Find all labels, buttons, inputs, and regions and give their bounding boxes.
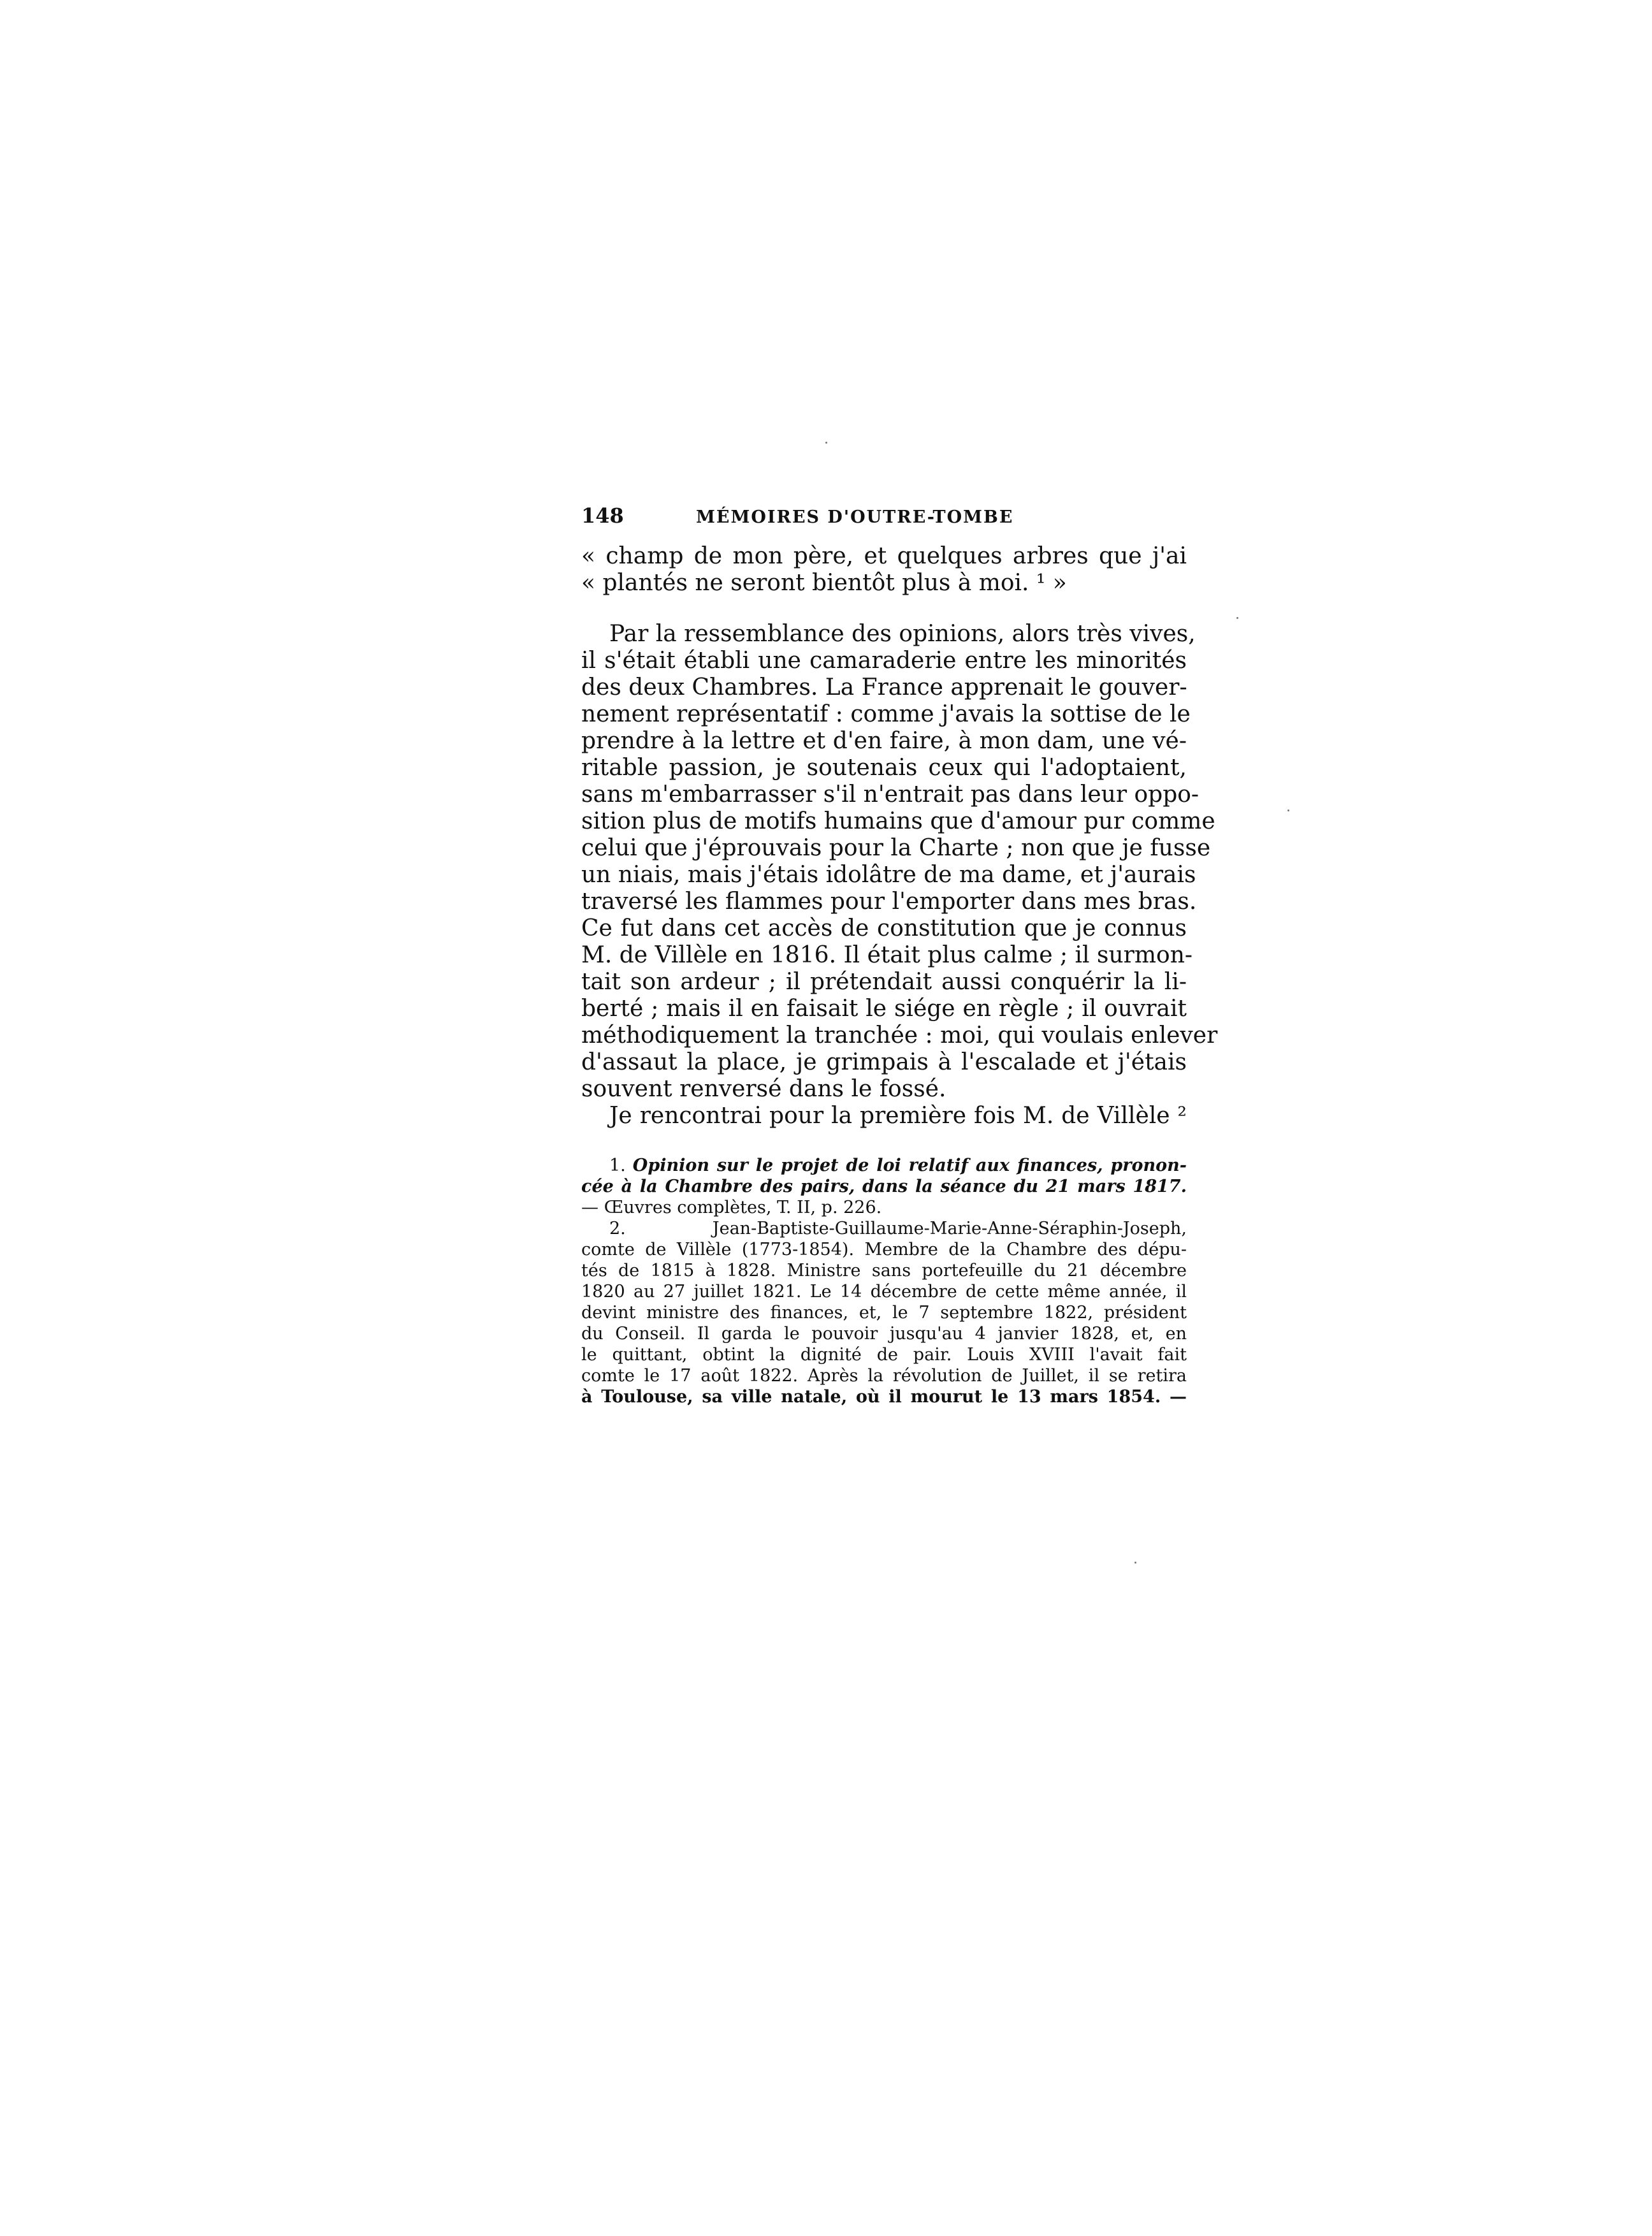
scan-speck bbox=[1134, 1562, 1136, 1564]
footnote-title-cont: cée à la Chambre des pairs, dans la séance du 21 mars 1817. bbox=[581, 1177, 1187, 1196]
text-line: traversé les flammes pour l'emporter dans mes bras. bbox=[581, 889, 1197, 915]
footnote-title: Opinion sur le projet de loi relatif aux finances, pronon- bbox=[632, 1156, 1187, 1175]
page-header bbox=[581, 504, 1187, 542]
text-line: berté ; mais il en faisait le siége en règle ; il ouvrait bbox=[581, 996, 1187, 1022]
scan-speck bbox=[825, 442, 827, 444]
footnote-2-line: du Conseil. Il garda le pouvoir jusqu'au 4 janvier 1828, et, en bbox=[581, 1324, 1187, 1344]
footnote-1 bbox=[581, 1155, 1187, 1176]
text-line: nement représentatif : comme j'avais la sottise de le bbox=[581, 701, 1191, 727]
text-line: méthodiquement la tranchée : moi, qui voulais enlever bbox=[581, 1022, 1218, 1049]
footnote-2-line: tés de 1815 à 1828. Ministre sans portefeuille du 21 décembre bbox=[581, 1261, 1187, 1281]
text-line: M. de Villèle en 1816. Il était plus calme ; il surmon- bbox=[581, 942, 1193, 968]
footnote-2-line: 1820 au 27 juillet 1821. Le 14 décembre de cette même année, il bbox=[581, 1282, 1187, 1302]
text-line: Je rencontrai pour la première fois M. de Villèle ² bbox=[609, 1103, 1187, 1129]
text-line: d'assaut la place, je grimpais à l'escalade et j'étais bbox=[581, 1049, 1187, 1075]
text-line: souvent renversé dans le fossé. bbox=[581, 1076, 946, 1102]
footnote-2-line: 2. Jean-Baptiste-Guillaume-Marie-Anne-Séraphin-Joseph, bbox=[609, 1219, 1187, 1238]
text-line: prendre à la lettre et d'en faire, à mon dam, une vé- bbox=[581, 728, 1187, 754]
footnote-2-line: comte de Villèle (1773-1854). Membre de la Chambre des dépu- bbox=[581, 1240, 1187, 1260]
running-head: MÉMOIRES D'OUTRE-TOMBE bbox=[696, 507, 1014, 527]
text-line: sans m'embarrasser s'il n'entrait pas dans leur oppo- bbox=[581, 781, 1199, 808]
text-line: tait son ardeur ; il prétendait aussi conquérir la li- bbox=[581, 969, 1187, 995]
footnotes bbox=[581, 1155, 1187, 1407]
text-line: « champ de mon père, et quelques arbres que j'ai bbox=[581, 543, 1187, 569]
footnote-2-line: comte le 17 août 1822. Après la révolution de Juillet, il se retira bbox=[581, 1366, 1187, 1386]
footnote-number: 1. bbox=[609, 1156, 626, 1175]
text-line: « plantés ne seront bientôt plus à moi. ¹ » bbox=[581, 570, 1067, 596]
page-number: 148 bbox=[581, 504, 624, 528]
quote-continuation bbox=[581, 543, 1187, 597]
text-line: des deux Chambres. La France apprenait le gouver- bbox=[581, 674, 1187, 701]
scan-speck bbox=[1287, 809, 1289, 811]
text-line: Ce fut dans cet accès de constitution que je connus bbox=[581, 915, 1187, 941]
footnote-source: — Œuvres complètes, T. II, p. 226. bbox=[581, 1198, 882, 1217]
footnote-2-line: le quittant, obtint la dignité de pair. Louis XVIII l'avait fait bbox=[581, 1345, 1187, 1365]
text-line: un niais, mais j'étais idolâtre de ma dame, et j'aurais bbox=[581, 862, 1196, 888]
text-block bbox=[581, 504, 1218, 1407]
text-line: celui que j'éprouvais pour la Charte ; non que je fusse bbox=[581, 835, 1211, 861]
text-line: il s'était établi une camaraderie entre les minorités bbox=[581, 648, 1187, 674]
scan-speck bbox=[1236, 617, 1238, 619]
text-line: Par la ressemblance des opinions, alors très vives, bbox=[609, 621, 1196, 647]
text-line: ritable passion, je soutenais ceux qui l'adoptaient, bbox=[581, 755, 1187, 781]
footnote-2-line: devint ministre des finances, et, le 7 septembre 1822, président bbox=[581, 1303, 1187, 1323]
paragraph bbox=[581, 621, 1218, 1129]
footnote-2-line: à Toulouse, sa ville natale, où il mourut le 13 mars 1854. — bbox=[581, 1387, 1187, 1407]
text-line: sition plus de motifs humains que d'amour pur comme bbox=[581, 808, 1215, 834]
